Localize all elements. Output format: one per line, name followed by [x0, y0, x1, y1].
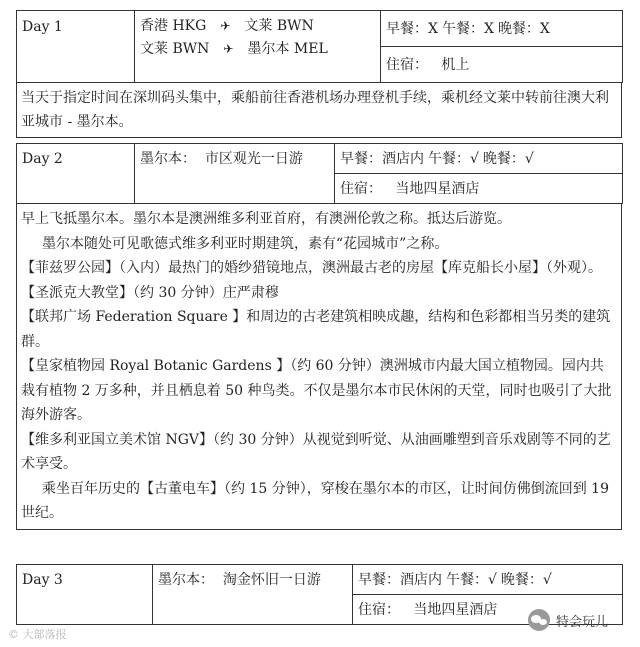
day2-paragraph: 【菲兹罗公园】（入内）最热门的婚纱猎镜地点，澳洲最古老的房屋【库克船长小屋】（外观）。 [21, 260, 602, 276]
day2-lodging: 住宿： 当地四星酒店 [335, 174, 623, 204]
breakfast: 早餐：酒店内 [340, 150, 424, 167]
lunch: 午餐：√ [446, 571, 497, 588]
day2-paragraph: 【圣派克大教堂】（约 30 分钟）庄严肃穆 [21, 284, 279, 301]
day1-route-line-2 [140, 38, 375, 61]
route-origin: 香港 HKG [140, 18, 207, 34]
watermark-right-text: 特会玩儿 [556, 614, 609, 630]
day1-label: Day 1 [17, 11, 135, 83]
day3-label: Day 3 [17, 565, 153, 625]
plane-icon: ✈ [220, 19, 231, 33]
breakfast: 早餐：X [386, 20, 438, 37]
day2-paragraph: 早上飞抵墨尔本。墨尔本是澳洲维多利亚首府，有澳洲伦敦之称。抵达后游览。 [21, 211, 511, 227]
day2-title: 墨尔本： 市区观光一日游 [135, 144, 335, 204]
dinner: 晚餐：√ [482, 150, 534, 167]
wechat-icon [528, 609, 550, 631]
day2-block [16, 143, 622, 530]
day1-description [16, 83, 622, 138]
day2-paragraph: 乘坐百年历史的【古董电车】（约 15 分钟），穿梭在墨尔本的市区，让时间仿佛倒流回到 19 世纪。 [21, 480, 609, 521]
day1-block [16, 10, 622, 138]
route-destination: 墨尔本 MEL [247, 41, 328, 57]
lunch: 午餐：√ [428, 150, 479, 167]
watermark-left: © 大部落报 [8, 628, 67, 641]
day1-table [16, 10, 623, 83]
day2-meals [335, 144, 623, 174]
day2-paragraph: 【联邦广场 Federation Square 】和周边的古老建筑相映成趣，结构和色彩都相当另类的建筑群。 [21, 309, 611, 350]
day1-route [135, 11, 381, 83]
dinner: 晚餐：X [497, 20, 550, 37]
day3-lodging: 住宿： 当地四星酒店 [353, 595, 623, 625]
day1-meals [381, 11, 623, 47]
day3-meals [353, 565, 623, 595]
day1-description-text: 当天于指定时间在深圳码头集中，乘船前往香港机场办理登机手续，乘机经文莱中转前往澳大利亚城市 - 墨尔本。 [21, 90, 609, 130]
day2-label: Day 2 [17, 144, 135, 204]
watermark-right [528, 609, 608, 631]
day2-paragraph: 【维多利亚国立美术馆 NGV】（约 30 分钟）从视觉到听觉、从油画雕塑到音乐戏剧等不同的艺术享受。 [21, 431, 611, 472]
day1-lodging: 住宿： 机上 [381, 47, 623, 83]
breakfast: 早餐：酒店内 [358, 571, 442, 588]
plane-icon: ✈ [223, 42, 234, 56]
day2-table [16, 143, 623, 204]
lunch: 午餐：X [441, 20, 494, 37]
dinner: 晚餐：√ [500, 571, 552, 588]
day1-route-line-1 [140, 15, 375, 38]
route-origin: 文莱 BWN [140, 41, 210, 57]
day3-title: 墨尔本： 淘金怀旧一日游 [153, 565, 353, 625]
day2-paragraph: 【皇家植物园 Royal Botanic Gardens 】（约 60 分钟）澳洲城市内最大国立植物园。园内共栽有植物 2 万多种，并且栖息着 50 种鸟类。不仅是墨尔本市民休闲的天堂，同时也吸引了大批海外游客。 [21, 358, 612, 423]
day2-description [16, 204, 622, 530]
day2-paragraph: 墨尔本随处可见歌德式维多利亚时期建筑，素有“花园城市”之称。 [42, 235, 449, 252]
route-destination: 文莱 BWN [244, 18, 314, 34]
